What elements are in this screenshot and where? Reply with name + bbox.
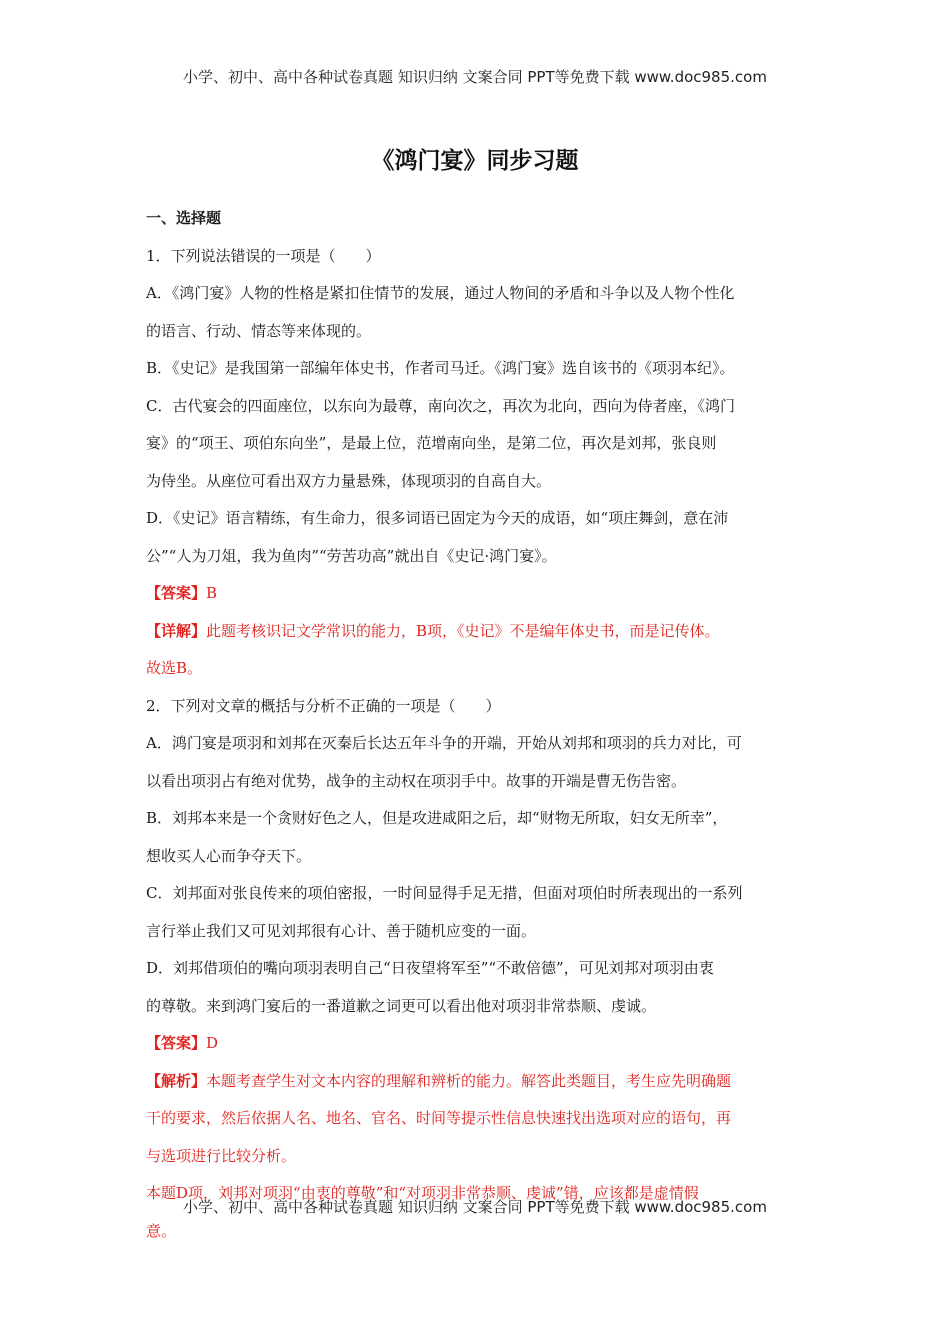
question-2-stem: 2．下列对文章的概括与分析不正确的一项是（ ） [146, 696, 501, 715]
question-1-option-a: A．《鸿门宴》人物的性格是紧扣住情节的发展，通过人物间的矛盾和斗争以及人物个性化 [146, 284, 735, 302]
question-2-analysis-cont: 本题D项，刘邦对项羽“由衷的尊敬”和“对项羽非常恭顺、虔诚”错，应该都是虚情假 [146, 1184, 699, 1202]
question-2-option-c-cont: 言行举止我们又可见刘邦很有心计、善于随机应变的一面。 [146, 921, 537, 940]
question-1-option-c: C．古代宴会的四面座位，以东向为最尊，南向次之，再次为北向，西向为侍者座，《鸿门 [146, 396, 735, 415]
answer-tag: 【答案】 [146, 584, 207, 602]
question-2-option-a: A．鸿门宴是项羽和刘邦在灭秦后长达五年斗争的开端，开始从刘邦和项羽的兵力对比，可 [146, 734, 742, 752]
question-2-analysis-cont: 干的要求，然后依据人名、地名、官名、时间等提示性信息快速找出选项对应的语句，再 [146, 1109, 732, 1127]
answer-tag: 【答案】 [146, 1034, 207, 1052]
section-heading: 一、选择题 [146, 209, 222, 227]
analysis-tag: 【解析】 [146, 1071, 207, 1090]
question-1-stem: 1．下列说法错误的一项是（ ） [146, 246, 381, 265]
question-2-option-d: D．刘邦借项伯的嘴向项羽表明自己“日夜望将军至”“不敢倍德”，可见刘邦对项羽由衷 [146, 959, 714, 977]
question-2-option-b-cont: 想收买人心而争夺天下。 [146, 846, 312, 865]
question-1-option-a-cont: 的语言、行动、情态等来体现的。 [146, 321, 372, 340]
question-1-option-d: D．《史记》语言精练，有生命力，很多词语已固定为今天的成语，如“项庄舞剑，意在沛 [146, 509, 729, 527]
page-header: 小学、初中、高中各种试卷真题 知识归纳 文案合同 PPT等免费下载 www.doc985.com [183, 68, 767, 86]
answer-value: D [206, 1034, 219, 1052]
analysis-text: 本题考查学生对文本内容的理解和辨析的能力。解答此类题目，考生应先明确题 [206, 1071, 732, 1090]
detail-text: 此题考核识记文学常识的能力，B项，《史记》不是编年体史书，而是记传体。 [206, 621, 720, 640]
question-1-option-c-cont: 宴》的“项王、项伯东向坐”，是最上位，范增南向坐，是第二位，再次是刘邦，张良则 [146, 434, 717, 452]
question-1-option-b: B．《史记》是我国第一部编年体史书，作者司马迁。《鸿门宴》选自该书的《项羽本纪》。 [146, 359, 735, 377]
question-2-option-a-cont: 以看出项羽占有绝对优势，战争的主动权在项羽手中。故事的开端是曹无伤告密。 [146, 771, 687, 790]
question-2-option-d-cont: 的尊敬。来到鸿门宴后的一番道歉之词更可以看出他对项羽非常恭顺、虔诚。 [146, 996, 657, 1015]
page-title: 《鸿门宴》同步习题 [371, 148, 579, 174]
question-2-option-c: C．刘邦面对张良传来的项伯密报，一时间显得手足无措，但面对项伯时所表现出的一系列 [146, 884, 743, 902]
question-1-detail-cont: 故选B。 [146, 659, 203, 677]
question-2-analysis-cont: 意。 [146, 1221, 177, 1240]
question-2-option-b: B．刘邦本来是一个贪财好色之人，但是攻进咸阳之后，却“财物无所取，妇女无所幸”， [146, 809, 728, 827]
question-1-option-c-cont: 为侍坐。从座位可看出双方力量悬殊，体现项羽的自高自大。 [146, 471, 552, 490]
question-2-analysis [146, 1063, 816, 1101]
question-1-detail [146, 613, 816, 651]
question-1-answer [146, 575, 816, 613]
question-2-analysis-cont: 与选项进行比较分析。 [146, 1146, 297, 1165]
answer-value: B [206, 584, 218, 602]
question-1-option-d-cont: 公”“人为刀俎，我为鱼肉”“劳苦功高”就出自《史记·鸿门宴》。 [146, 546, 557, 565]
detail-tag: 【详解】 [146, 621, 207, 640]
page-footer: 小学、初中、高中各种试卷真题 知识归纳 文案合同 PPT等免费下载 www.doc985.com [183, 1198, 767, 1216]
question-2-answer [146, 1025, 816, 1063]
document-body [146, 200, 816, 1250]
